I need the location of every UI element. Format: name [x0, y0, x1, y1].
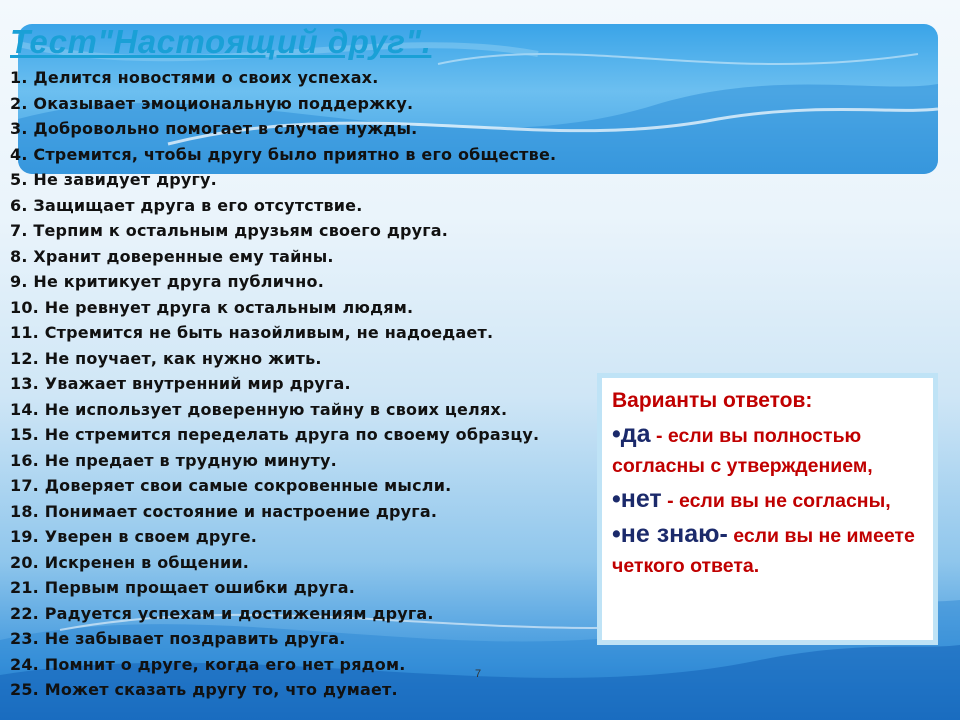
- list-item: 23. Не забывает поздравить друга.: [10, 629, 346, 648]
- list-item: 25. Может сказать другу то, что думает.: [10, 680, 398, 699]
- answer-option-no: [612, 485, 925, 516]
- list-item: 15. Не стремится переделать друга по своему образцу.: [10, 425, 540, 444]
- list-item: 24. Помнит о друге, когда его нет рядом.: [10, 654, 406, 674]
- answer-option-yes: [612, 420, 925, 481]
- answer-options-heading: Варианты ответов:: [612, 389, 813, 412]
- answer-option-key: •да: [612, 420, 651, 448]
- list-item: 3. Добровольно помогает в случае нужды.: [10, 119, 418, 138]
- answer-option-desc: - если вы не согласны,: [661, 490, 891, 512]
- list-item: 13. Уважает внутренний мир друга.: [10, 374, 351, 393]
- list-item: 7. Терпим к остальным друзьям своего друга.: [10, 221, 449, 240]
- list-item: 14. Не использует доверенную тайну в своих целях.: [10, 399, 508, 419]
- statement-list: [10, 65, 556, 703]
- list-item: 9. Не критикует друга публично.: [10, 272, 325, 291]
- list-item: 21. Первым прощает ошибки друга.: [10, 578, 355, 597]
- answer-option-desc: - если вы полностью согласны с утверждением,: [612, 425, 873, 477]
- list-item: 16. Не предает в трудную минуту.: [10, 450, 337, 470]
- list-item: 5. Не завидует другу.: [10, 170, 217, 189]
- answer-options-box: [597, 373, 938, 645]
- list-item: 6. Защищает друга в его отсутствие.: [10, 195, 363, 215]
- list-item: 22. Радуется успехам и достижениям друга.: [10, 603, 434, 623]
- list-item: 18. Понимает состояние и настроение друга.: [10, 501, 438, 521]
- list-item: 11. Стремится не быть назойливым, не надоедает.: [10, 323, 494, 342]
- list-item: 17. Доверяет свои самые сокровенные мысли.: [10, 476, 452, 495]
- list-item: 4. Стремится, чтобы другу было приятно в его обществе.: [10, 144, 557, 164]
- list-item: 20. Искренен в общении.: [10, 552, 250, 572]
- page-title: Тест"Настоящий друг".: [10, 23, 432, 60]
- answer-option-unsure: [612, 520, 925, 581]
- list-item: 10. Не ревнует друга к остальным людям.: [10, 297, 414, 317]
- list-item: 2. Оказывает эмоциональную поддержку.: [10, 93, 414, 113]
- list-item: 1. Делится новостями о своих успехах.: [10, 68, 379, 87]
- page-number: 7: [475, 668, 482, 680]
- list-item: 12. Не поучает, как нужно жить.: [10, 348, 322, 368]
- list-item: 8. Хранит доверенные ему тайны.: [10, 246, 334, 266]
- answer-option-desc: если вы не имеете четкого ответа.: [612, 525, 915, 577]
- answer-option-key: •не знаю-: [612, 520, 728, 548]
- answer-option-key: •нет: [612, 485, 662, 513]
- list-item: 19. Уверен в своем друге.: [10, 527, 258, 546]
